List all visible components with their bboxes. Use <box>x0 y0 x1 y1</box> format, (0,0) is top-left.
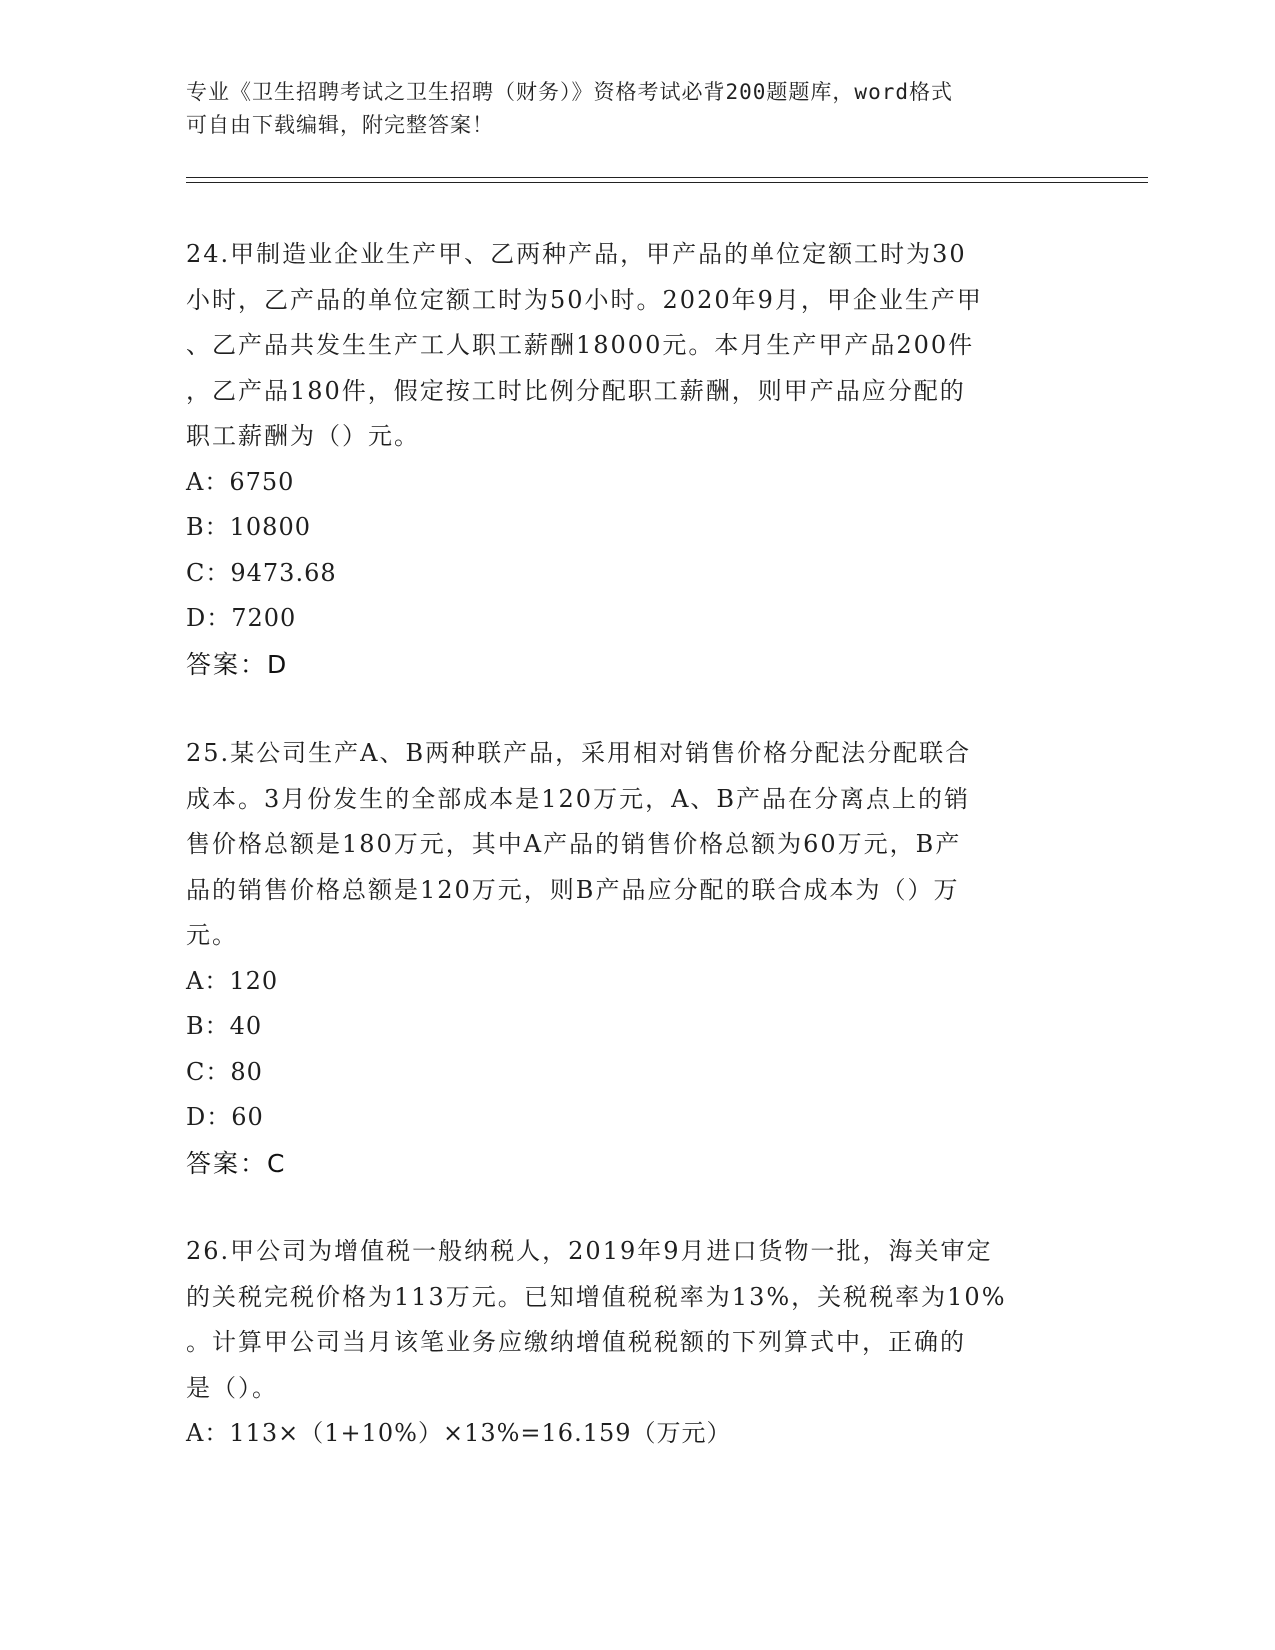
option-d: D：60 <box>186 1103 264 1131</box>
question-line: 是（）。 <box>186 1373 278 1402</box>
question-24 <box>186 232 1086 687</box>
header-line-1: 专业《卫生招聘考试之卫生招聘（财务）》资格考试必背200题题库，word格式 <box>186 80 953 104</box>
option-a: A：6750 <box>186 467 295 496</box>
option-a: A：113×（1+10%）×13%=16.159（万元） <box>186 1419 732 1447</box>
option-b: B：40 <box>186 1012 263 1040</box>
question-25 <box>186 731 1086 1186</box>
header-line-2: 可自由下载编辑，附完整答案！ <box>186 113 494 137</box>
question-line: 。计算甲公司当月该笔业务应缴纳增值税税额的下列算式中，正确的 <box>186 1328 966 1356</box>
option-c: C：80 <box>186 1057 263 1086</box>
option-a: A：120 <box>186 966 279 995</box>
question-stem <box>186 232 1086 460</box>
question-line: ，乙产品180件，假定按工时比例分配职工薪酬，则甲产品应分配的 <box>186 376 966 405</box>
question-line: 、乙产品共发生生产工人职工薪酬18000元。本月生产甲产品200件 <box>186 331 975 359</box>
question-line: 24.甲制造业企业生产甲、乙两种产品，甲产品的单位定额工时为30 <box>186 240 967 268</box>
header-divider-bottom <box>186 182 1148 183</box>
question-line: 25.某公司生产A、B两种联产品，采用相对销售价格分配法分配联合 <box>186 739 972 767</box>
answer-line: 答案：C <box>186 1148 287 1178</box>
option-c: C：9473.68 <box>186 558 337 587</box>
question-line: 职工薪酬为（）元。 <box>186 422 420 450</box>
question-stem <box>186 1229 1086 1411</box>
header-divider-top <box>186 177 1148 178</box>
option-b: B：10800 <box>186 513 311 541</box>
document-header <box>186 76 1076 142</box>
question-26 <box>186 1229 1086 1457</box>
option-d: D：7200 <box>186 604 297 632</box>
question-line: 的关税完税价格为113万元。已知增值税税率为13%，关税税率为10% <box>186 1282 1007 1311</box>
answer-line: 答案：D <box>186 649 289 679</box>
question-line: 成本。3月份发生的全部成本是120万元，A、B产品在分离点上的销 <box>186 784 971 813</box>
question-line: 元。 <box>186 921 238 949</box>
question-line: 26.甲公司为增值税一般纳税人，2019年9月进口货物一批，海关审定 <box>186 1237 993 1265</box>
question-line: 小时，乙产品的单位定额工时为50小时。2020年9月，甲企业生产甲 <box>186 285 983 314</box>
question-stem <box>186 731 1086 959</box>
question-line: 品的销售价格总额是120万元，则B产品应分配的联合成本为（）万 <box>186 875 960 904</box>
question-line: 售价格总额是180万元，其中A产品的销售价格总额为60万元，B产 <box>186 830 962 858</box>
